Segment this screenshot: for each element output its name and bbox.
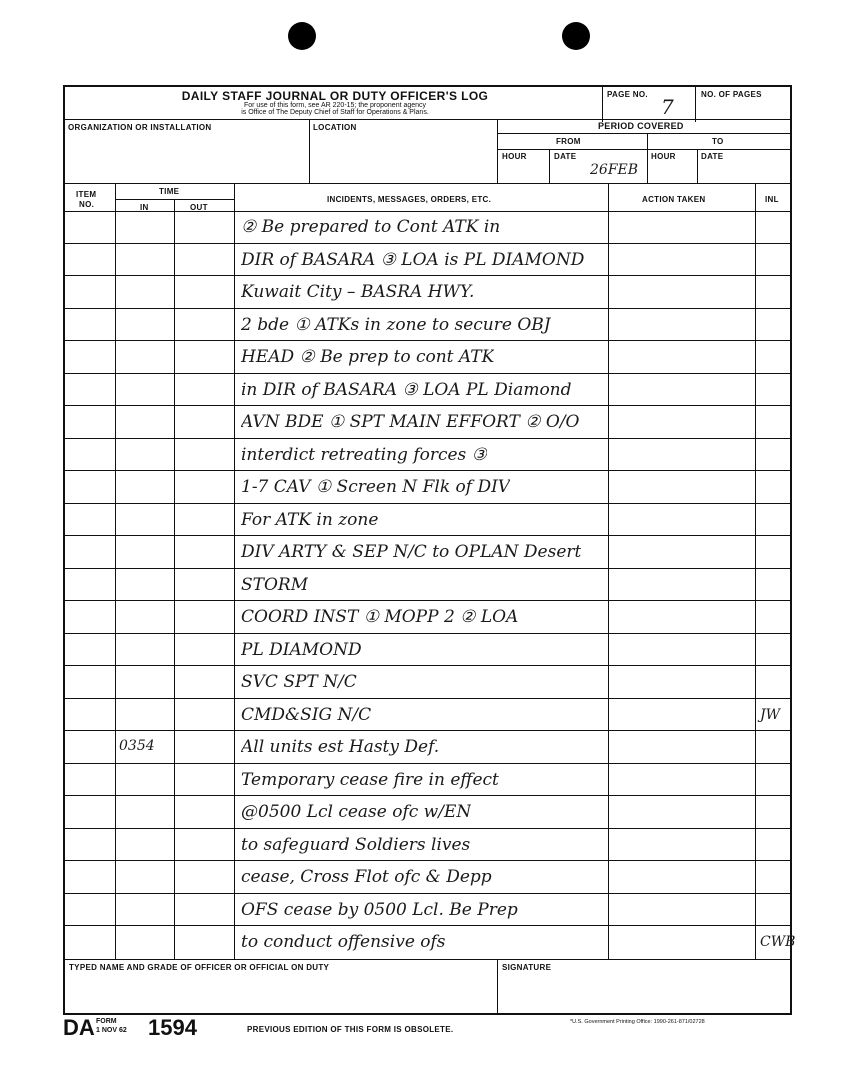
row-entry-text[interactable]: AVN BDE ① SPT MAIN EFFORT ② O/O <box>241 412 580 432</box>
table-row <box>65 211 792 244</box>
table-row <box>65 699 792 732</box>
period-covered-label: PERIOD COVERED <box>598 121 684 131</box>
punch-hole-right <box>562 22 590 50</box>
row-entry-text[interactable]: For ATK in zone <box>241 509 379 530</box>
row-entry-text[interactable]: Temporary cease fire in effect <box>241 769 499 790</box>
row-entry-text[interactable]: All units est Hasty Def. <box>241 737 440 757</box>
page-no-label: PAGE NO. <box>607 90 648 99</box>
table-row <box>65 601 792 634</box>
table-row <box>65 796 792 829</box>
form-date: 1 NOV 62 <box>96 1027 127 1034</box>
row-entry-text[interactable]: PL DIAMOND <box>241 639 362 660</box>
table-row <box>65 926 796 959</box>
staff-journal-form <box>63 85 796 1015</box>
table-row <box>65 276 792 309</box>
previous-edition-note: PREVIOUS EDITION OF THIS FORM IS OBSOLETE. <box>247 1025 454 1034</box>
gpo-imprint: *U.S. Government Printing Office: 1990-261-871/02728 <box>570 1019 705 1025</box>
row-entry-text[interactable]: ② Be prepared to Cont ATK in <box>241 217 501 237</box>
table-row <box>65 634 792 667</box>
org-label: ORGANIZATION OR INSTALLATION <box>68 123 212 132</box>
item-label: ITEM <box>76 190 97 199</box>
row-initials[interactable]: CWB <box>760 934 796 950</box>
row-entry-text[interactable]: Kuwait City – BASRA HWY. <box>241 282 475 302</box>
time-label: TIME <box>159 187 180 196</box>
table-row <box>65 829 792 862</box>
row-entry-text[interactable]: SVC SPT N/C <box>241 672 357 692</box>
form-subtitle-1: For use of this form, see AR 220-15; the proponent agency <box>243 102 427 109</box>
row-entry-text[interactable]: STORM <box>241 574 309 595</box>
table-row <box>65 536 792 569</box>
action-taken-label: ACTION TAKEN <box>642 195 706 204</box>
table-row <box>65 439 792 472</box>
table-row <box>65 406 792 439</box>
table-row <box>65 764 792 797</box>
row-entry-text[interactable]: OFS cease by 0500 Lcl. Be Prep <box>241 899 518 920</box>
row-time-in[interactable]: 0354 <box>119 738 155 754</box>
form-number: 1594 <box>148 1015 197 1040</box>
table-row <box>65 861 792 894</box>
row-entry-text[interactable]: cease, Cross Flot ofc & Depp <box>241 867 492 887</box>
location-label: LOCATION <box>313 123 357 132</box>
row-entry-text[interactable]: HEAD ② Be prep to cont ATK <box>241 347 495 367</box>
from-label: FROM <box>556 137 581 146</box>
item-no-label: NO. <box>79 200 95 209</box>
table-row <box>65 309 792 342</box>
form-subtitle-2: is Office of The Deputy Chief of Staff for Operations & Plans. <box>241 109 429 117</box>
incidents-label: INCIDENTS, MESSAGES, ORDERS, ETC. <box>327 195 492 204</box>
from-date-value[interactable]: 26FEB <box>590 162 639 178</box>
no-of-pages-label: NO. OF PAGES <box>701 90 762 99</box>
signature-label: SIGNATURE <box>502 963 552 972</box>
officer-name-label: TYPED NAME AND GRADE OF OFFICER OR OFFICIAL ON DUTY <box>69 963 330 972</box>
row-entry-text[interactable]: to safeguard Soldiers lives <box>241 834 471 855</box>
to-date-label: DATE <box>701 152 724 161</box>
row-initials[interactable]: JW <box>760 706 781 723</box>
table-row <box>65 569 792 602</box>
form-title: DAILY STAFF JOURNAL OR DUTY OFFICER'S LOG <box>181 89 489 103</box>
table-row <box>65 894 792 927</box>
table-row <box>65 471 792 504</box>
table-row <box>65 244 792 277</box>
from-hour-label: HOUR <box>502 152 527 161</box>
row-entry-text[interactable]: interdict retreating forces ③ <box>241 444 487 465</box>
table-row <box>65 504 792 537</box>
form-title-block <box>175 90 495 117</box>
row-entry-text[interactable]: in DIR of BASARA ③ LOA PL Diamond <box>241 379 572 400</box>
row-entry-text[interactable]: DIV ARTY & SEP N/C to OPLAN Desert <box>241 542 582 562</box>
from-date-label: DATE <box>554 152 577 161</box>
row-entry-text[interactable]: COORD INST ① MOPP 2 ② LOA <box>241 607 519 627</box>
row-entry-text[interactable]: 2 bde ① ATKs in zone to secure OBJ <box>241 314 551 335</box>
to-label: TO <box>712 137 724 146</box>
row-entry-text[interactable]: CMD&SIG N/C <box>241 704 372 725</box>
table-row <box>65 731 792 764</box>
page-no-value[interactable]: 7 <box>661 95 674 119</box>
table-row <box>65 341 792 374</box>
table-row <box>65 374 792 407</box>
row-entry-text[interactable]: @0500 Lcl cease ofc w/EN <box>241 802 472 822</box>
row-entry-text[interactable]: 1-7 CAV ① Screen N Flk of DIV <box>241 477 511 497</box>
time-in-label: IN <box>140 203 149 212</box>
time-out-label: OUT <box>190 203 208 212</box>
table-row <box>65 666 792 699</box>
row-entry-text[interactable]: to conduct offensive ofs <box>241 932 446 952</box>
form-da: DA <box>63 1015 95 1040</box>
to-hour-label: HOUR <box>651 152 676 161</box>
punch-hole-left <box>288 22 316 50</box>
form-word: FORM <box>96 1018 117 1025</box>
inl-label: INL <box>765 195 779 204</box>
row-entry-text[interactable]: DIR of BASARA ③ LOA is PL DIAMOND <box>241 249 585 270</box>
